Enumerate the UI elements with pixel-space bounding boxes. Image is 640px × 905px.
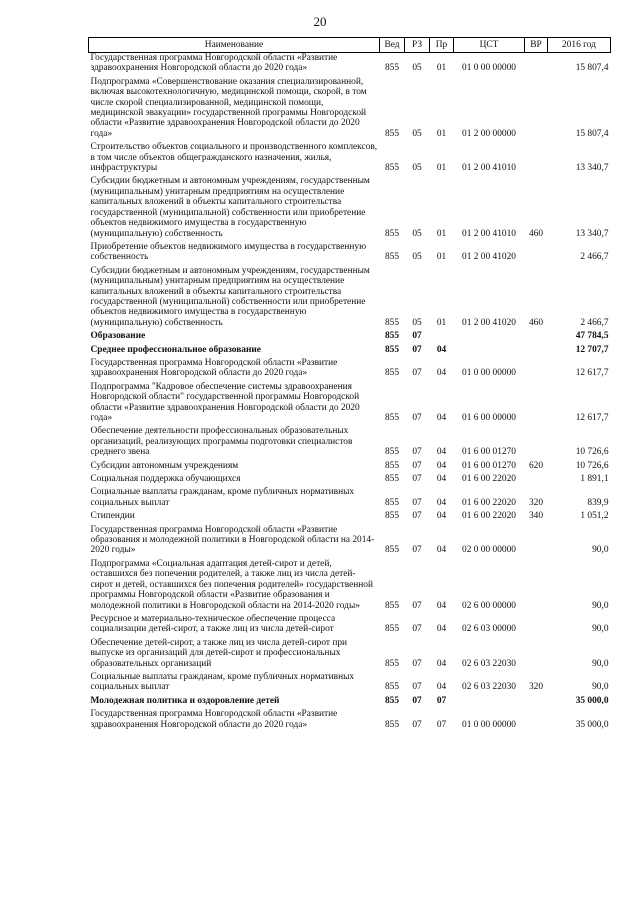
row-ved: 855 <box>384 545 400 556</box>
table-row <box>89 142 611 176</box>
row-amount: 35 000,0 <box>575 719 609 730</box>
row-name: Стипендии <box>90 511 135 522</box>
row-pr: 01 <box>436 163 447 174</box>
row-cst: 02 6 03 00000 <box>462 624 516 635</box>
header-name: Наименование <box>89 38 380 53</box>
header-cst: ЦСТ <box>454 38 525 53</box>
row-vr <box>525 345 548 358</box>
table-body <box>89 53 611 733</box>
row-amount: 35 000,0 <box>575 695 609 706</box>
row-ved: 855 <box>384 511 400 522</box>
row-ved: 855 <box>384 624 400 635</box>
row-ved: 855 <box>384 413 400 423</box>
row-vr <box>525 242 548 266</box>
row-pr: 04 <box>436 460 447 471</box>
row-cst: 02 0 00 00000 <box>462 545 516 556</box>
row-amount: 90,0 <box>592 658 609 669</box>
row-ved: 855 <box>384 63 400 74</box>
row-vr <box>525 638 548 672</box>
row-pr: 07 <box>436 719 447 730</box>
table-row <box>89 382 611 427</box>
row-cst: 02 6 00 00000 <box>462 600 516 611</box>
table-header <box>89 38 611 53</box>
row-amount: 10 726,6 <box>575 447 609 458</box>
row-ved: 855 <box>384 497 400 508</box>
row-amount: 90,0 <box>592 600 609 611</box>
row-rz: 07 <box>412 344 422 355</box>
row-pr: 04 <box>436 447 447 458</box>
header-pr: Пр <box>430 38 454 53</box>
row-pr <box>430 331 454 344</box>
row-cst: 01 6 00 01270 <box>462 447 516 458</box>
row-rz: 05 <box>412 163 422 174</box>
row-ved: 855 <box>384 695 400 706</box>
row-ved: 855 <box>384 128 400 139</box>
row-amount: 1 891,1 <box>580 474 609 485</box>
row-cst: 01 6 00 22020 <box>462 474 516 485</box>
row-rz: 07 <box>412 545 422 556</box>
row-pr: 04 <box>436 497 447 508</box>
row-vr <box>525 525 548 559</box>
row-ved: 855 <box>384 447 400 458</box>
row-cst: 01 2 00 41010 <box>462 228 516 239</box>
row-name: Приобретение объектов недвижимого имущества в государственную собственность <box>90 241 367 263</box>
table-row <box>89 474 611 487</box>
row-name: Обеспечение детей-сирот, а также лиц из числа детей-сирот при выпуске из организаций для детей-сирот и профессиональных образовательных организаций <box>90 637 348 669</box>
row-name: Среднее профессиональное образование <box>90 344 261 355</box>
table-row <box>89 53 611 77</box>
row-amount: 90,0 <box>592 682 609 693</box>
row-ved: 855 <box>384 317 400 328</box>
table-row <box>89 525 611 559</box>
row-rz: 07 <box>412 447 422 458</box>
row-rz: 07 <box>412 719 422 730</box>
row-vr: 320 <box>528 682 544 693</box>
row-rz: 07 <box>412 624 422 635</box>
header-rz: РЗ <box>405 38 430 53</box>
row-name: Субсидии автономным учреждениям <box>90 460 239 471</box>
row-vr: 460 <box>528 228 544 239</box>
row-rz: 07 <box>412 368 422 379</box>
row-amount: 1 051,2 <box>580 511 609 522</box>
row-vr <box>525 426 548 460</box>
table-row <box>89 358 611 382</box>
row-ved: 855 <box>384 344 400 355</box>
row-rz: 05 <box>412 317 422 328</box>
row-vr <box>525 331 548 344</box>
row-rz: 07 <box>412 413 422 423</box>
row-name: Государственная программа Новгородской области «Развитие здравоохранения Новгородской области до 2020 года» <box>90 357 338 379</box>
row-cst: 02 6 03 22030 <box>462 682 516 693</box>
row-cst: 01 6 00 22020 <box>462 497 516 508</box>
row-cst: 02 6 03 22030 <box>462 658 516 669</box>
row-cst: 01 0 00 00000 <box>462 63 516 74</box>
row-amount: 90,0 <box>592 545 609 556</box>
row-pr: 04 <box>436 600 447 611</box>
row-rz: 07 <box>412 474 422 485</box>
row-ved: 855 <box>384 658 400 669</box>
row-rz: 07 <box>412 460 422 471</box>
row-amount: 13 340,7 <box>575 163 609 174</box>
row-ved: 855 <box>384 460 400 471</box>
row-pr: 04 <box>436 511 447 522</box>
row-rz: 07 <box>412 511 422 522</box>
row-name: Социальные выплаты гражданам, кроме публичных нормативных социальных выплат <box>90 671 355 693</box>
table-row <box>89 614 611 638</box>
row-cst: 01 0 00 00000 <box>462 719 516 730</box>
table-row <box>89 77 611 142</box>
row-pr: 04 <box>436 474 447 485</box>
row-pr: 04 <box>436 368 447 379</box>
row-pr: 04 <box>436 658 447 669</box>
row-vr <box>525 559 548 614</box>
row-ved: 855 <box>384 682 400 693</box>
row-amount: 12 617,7 <box>575 368 609 379</box>
row-cst: 01 2 00 41020 <box>462 252 516 263</box>
row-pr: 04 <box>436 344 447 355</box>
row-amount: 47 784,5 <box>575 331 609 342</box>
row-cst: 01 6 00 01270 <box>462 460 516 471</box>
table-row <box>89 487 611 511</box>
row-ved: 855 <box>384 719 400 730</box>
row-cst: 01 2 00 41010 <box>462 163 516 174</box>
row-vr: 320 <box>528 497 544 508</box>
row-ved: 855 <box>384 474 400 485</box>
row-name: Субсидии бюджетным и автономным учреждениям, государственным (муниципальным) унитарным предприятиям на осуществление капитальных вложений в объекты капитального строительства государственной (муниципальной) собственности или приобретение объектов недвижимого имущества в государственную (муниципальную) собственность <box>90 176 370 239</box>
row-pr: 01 <box>436 128 447 139</box>
row-name: Обеспечение деятельности профессиональных образовательных организаций, реализующих программы подготовки специалистов среднего звена <box>90 426 353 458</box>
row-rz: 07 <box>412 658 422 669</box>
row-amount: 2 466,7 <box>580 252 609 263</box>
header-ved: Вед <box>380 38 405 53</box>
table-row <box>89 461 611 474</box>
row-rz: 05 <box>412 128 422 139</box>
row-pr: 04 <box>436 682 447 693</box>
header-amount: 2016 год <box>548 38 611 53</box>
table-row <box>89 242 611 266</box>
row-cst <box>454 696 525 709</box>
row-name: Социальные выплаты гражданам, кроме публичных нормативных социальных выплат <box>90 487 355 508</box>
row-name: Подпрограмма "Кадровое обеспечение системы здравоохранения Новгородской области" государственной программы Новгородской области «Развитие здравоохранения Новгородской области до 2020 года» <box>90 381 360 423</box>
table-row <box>89 266 611 331</box>
row-cst <box>454 345 525 358</box>
row-rz: 05 <box>412 228 422 239</box>
budget-table <box>88 37 611 733</box>
row-ved: 855 <box>384 331 400 342</box>
row-cst: 01 0 00 00000 <box>462 368 516 379</box>
row-name: Подпрограмма «Совершенствование оказания специализированной, включая высокотехнологичную, медицинской помощи, скорой, в том числе скорой специализированной, медицинской помощи, медицинской эвакуации» государственной программы Новгородской области «Развитие здравоохранения Новгородской области до 2020 года» <box>90 76 367 139</box>
row-name: Государственная программа Новгородской области «Развитие здравоохранения Новгородской области до 2020 года» <box>90 53 338 74</box>
row-pr: 07 <box>436 695 447 706</box>
row-amount: 839,9 <box>587 497 609 508</box>
row-name: Молодежная политика и оздоровление детей <box>90 695 280 706</box>
row-name: Государственная программа Новгородской области «Развитие здравоохранения Новгородской области до 2020 года» <box>90 709 338 730</box>
row-cst: 01 2 00 00000 <box>462 128 516 139</box>
table-row <box>89 511 611 524</box>
row-vr <box>525 77 548 142</box>
table-row <box>89 345 611 358</box>
row-amount: 13 340,7 <box>575 228 609 239</box>
row-name: Государственная программа Новгородской области «Развитие образования и молодежной политики в Новгородской области на 2014-2020 годы» <box>90 524 375 556</box>
row-rz: 07 <box>412 331 422 342</box>
row-rz: 07 <box>412 695 422 706</box>
row-vr <box>525 53 548 77</box>
row-rz: 07 <box>412 682 422 693</box>
table-row <box>89 331 611 344</box>
row-name: Субсидии бюджетным и автономным учреждениям, государственным (муниципальным) унитарным предприятиям на осуществление капитальных вложений в объекты капитального строительства государственной (муниципальной) собственности или приобретение объектов недвижимого имущества в государственную (муниципальную) собственность <box>90 265 370 328</box>
row-rz: 05 <box>412 252 422 263</box>
row-amount: 12 617,7 <box>575 413 609 423</box>
header-vr: ВР <box>525 38 548 53</box>
row-pr: 04 <box>436 624 447 635</box>
row-name: Ресурсное и материально-техническое обеспечение процесса социализации детей-сирот, а также лиц из числа детей-сирот <box>90 613 336 635</box>
row-amount: 15 807,4 <box>575 128 609 139</box>
row-amount: 15 807,4 <box>575 63 609 74</box>
table-row <box>89 638 611 672</box>
row-cst: 01 6 00 22020 <box>462 511 516 522</box>
row-vr <box>525 696 548 709</box>
row-vr: 620 <box>528 460 544 471</box>
row-rz: 07 <box>412 600 422 611</box>
row-amount: 12 707,7 <box>575 344 609 355</box>
row-vr <box>525 474 548 487</box>
row-vr <box>525 614 548 638</box>
row-pr: 01 <box>436 317 447 328</box>
table-row <box>89 559 611 614</box>
row-cst: 01 2 00 41020 <box>462 317 516 328</box>
row-ved: 855 <box>384 228 400 239</box>
row-amount: 10 726,6 <box>575 460 609 471</box>
row-pr: 04 <box>436 413 447 423</box>
row-ved: 855 <box>384 163 400 174</box>
row-vr <box>525 142 548 176</box>
row-ved: 855 <box>384 252 400 263</box>
row-ved: 855 <box>384 600 400 611</box>
row-vr <box>525 709 548 733</box>
row-pr: 04 <box>436 545 447 556</box>
row-rz: 07 <box>412 497 422 508</box>
table-row <box>89 672 611 696</box>
row-vr <box>525 382 548 427</box>
row-vr <box>525 358 548 382</box>
row-pr: 01 <box>436 63 447 74</box>
row-name: Образование <box>90 331 146 342</box>
row-cst: 01 6 00 00000 <box>462 413 516 423</box>
table-row <box>89 426 611 460</box>
table-row <box>89 709 611 733</box>
row-amount: 2 466,7 <box>580 317 609 328</box>
row-rz: 05 <box>412 63 422 74</box>
row-vr: 340 <box>528 511 544 522</box>
page-number: 20 <box>313 14 327 29</box>
row-name: Строительство объектов социального и производственного комплексов, в том числе объектов общегражданского назначения, жилья, инфраструктуры <box>90 142 378 174</box>
table-row <box>89 696 611 709</box>
row-ved: 855 <box>384 368 400 379</box>
row-pr: 01 <box>436 252 447 263</box>
row-name: Подпрограмма «Социальная адаптация детей-сирот и детей, оставшихся без попечения родителей, а также лиц из числа детей-сирот и детей, оставшихся без попечения родителей» государственной программы Новгородской области «Развитие образования и молодежной политики в Новгородской области на 2014-2020 годы» <box>90 558 374 611</box>
row-amount: 90,0 <box>592 624 609 635</box>
row-pr: 01 <box>436 228 447 239</box>
row-cst <box>454 331 525 344</box>
row-name: Социальная поддержка обучающихся <box>90 474 241 485</box>
table-row <box>89 176 611 241</box>
row-vr: 460 <box>528 317 544 328</box>
